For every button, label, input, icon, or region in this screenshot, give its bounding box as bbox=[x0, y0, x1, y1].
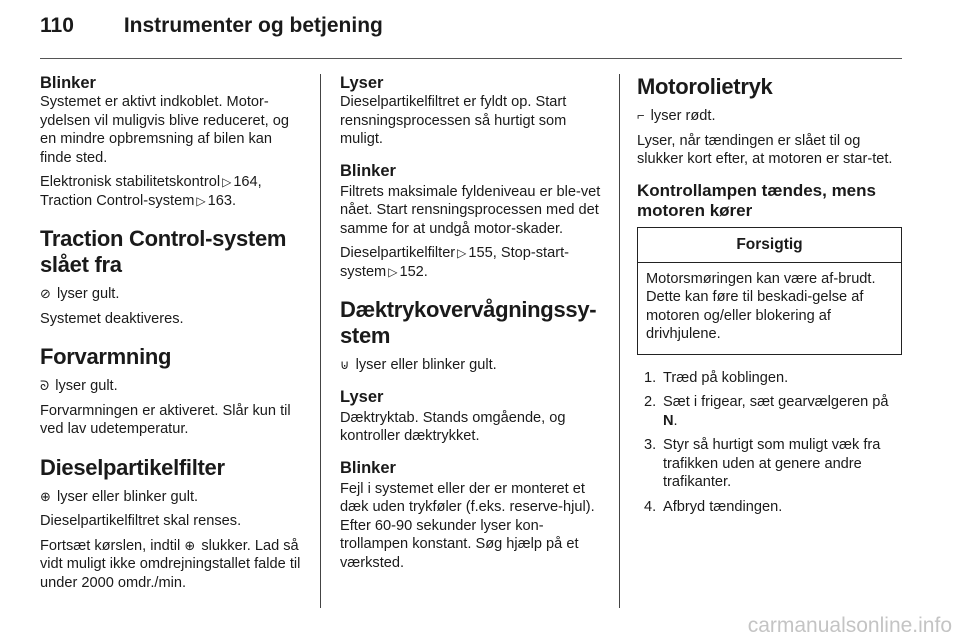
status-line bbox=[40, 377, 303, 396]
page-ref-arrow-icon: ▷ bbox=[457, 246, 467, 260]
step-list bbox=[637, 369, 902, 517]
page-number: 110 bbox=[40, 14, 74, 37]
column-middle bbox=[340, 74, 603, 578]
step-number: 2. bbox=[644, 394, 657, 410]
watermark: carmanualsonline.info bbox=[747, 614, 952, 637]
paragraph: Fejl i systemet eller der er monteret et dæk uden trykføler (f.eks. reserve-hjul). Efter 60-90 sekunder lyser kon-trollampen konstant. Søg hjælp på et værksted. bbox=[340, 480, 595, 571]
reference-text: Traction Control-system bbox=[40, 192, 195, 209]
page-ref-arrow-icon: ▷ bbox=[196, 193, 206, 208]
paragraph: Dieselpartikelfiltret er fyldt op. Start rensningsprocessen så hurtigt som muligt. bbox=[340, 94, 567, 147]
caution-text: Motorsmøringen kan være af-brudt. Dette kan føre til beskadi-gelse af motoren og/eller blokering af drivhjulene. bbox=[646, 270, 876, 342]
text-part: slukker. Lad så vidt muligt ikke omdrejningstallet falde til under 2000 omdr./min. bbox=[40, 537, 301, 591]
reference-page: 155, Stop-start-system bbox=[340, 245, 569, 280]
step-text: Styr så hurtigt som muligt væk fra trafikken uden at genere andre trafikanter. bbox=[663, 437, 881, 490]
list-item bbox=[637, 369, 902, 388]
section-heading: Blinker bbox=[340, 458, 396, 477]
status-text: lyser eller blinker gult. bbox=[56, 488, 199, 505]
page-ref-arrow-icon: ▷ bbox=[388, 264, 398, 279]
column-divider bbox=[619, 74, 620, 608]
step-number: 4. bbox=[644, 498, 657, 515]
reference-page: 163. bbox=[207, 192, 236, 209]
section-title: Dieselpartikelfilter bbox=[40, 454, 225, 480]
section-title: Motorolietryk bbox=[637, 74, 773, 99]
step-number: 1. bbox=[644, 369, 657, 386]
oil-can-icon: ⌐ bbox=[637, 108, 645, 123]
paragraph bbox=[40, 537, 303, 593]
column-right bbox=[637, 74, 902, 522]
traction-off-icon: ⊘ bbox=[40, 286, 51, 301]
paragraph: Dieselpartikelfiltret skal renses. bbox=[40, 513, 242, 529]
section-title: Forvarmning bbox=[40, 344, 172, 369]
list-item bbox=[637, 393, 902, 430]
paragraph: Systemet er aktivt indkoblet. Motor-ydelsen vil muligvis blive reduceret, og en mindre opbremsning af bilen kan finde sted. bbox=[40, 94, 290, 166]
gear-label: N bbox=[663, 412, 674, 429]
section-heading: Lyser bbox=[340, 74, 384, 92]
column-divider bbox=[320, 74, 321, 608]
reference-text: Dieselpartikelfilter bbox=[340, 245, 456, 261]
paragraph: Systemet deaktiveres. bbox=[40, 310, 184, 327]
list-item bbox=[637, 436, 902, 492]
paragraph: Filtrets maksimale fyldeniveau er ble-vet nået. Start rensningsprocessen med det samme for at undgå motor-skader. bbox=[340, 183, 601, 237]
text-part: Fortsæt kørslen, indtil bbox=[40, 537, 181, 554]
step-text: Afbryd tændingen. bbox=[663, 498, 783, 515]
paragraph: Dæktryktab. Stands omgående, og kontroller dæktrykket. bbox=[340, 409, 566, 444]
column-left bbox=[40, 74, 303, 598]
cross-reference bbox=[340, 244, 603, 281]
header-divider bbox=[40, 58, 902, 59]
step-text: . bbox=[673, 412, 678, 429]
list-item bbox=[637, 498, 902, 517]
step-text: Træd på koblingen. bbox=[663, 369, 789, 386]
status-line bbox=[40, 285, 303, 304]
particle-filter-icon: ⊕ bbox=[40, 488, 51, 504]
section-title: Traction Control-system slået fra bbox=[40, 226, 287, 277]
status-line bbox=[340, 356, 603, 375]
paragraph: Forvarmningen er aktiveret. Slår kun til ved lav udetemperatur. bbox=[40, 402, 291, 437]
cross-reference bbox=[40, 173, 303, 210]
step-number: 3. bbox=[644, 437, 657, 453]
caution-box bbox=[637, 227, 902, 355]
status-line bbox=[40, 488, 303, 507]
tire-pressure-icon: ⊍ bbox=[340, 357, 350, 372]
page-ref-arrow-icon: ▷ bbox=[222, 175, 232, 189]
section-heading: Kontrollampen tændes, mens motoren kører bbox=[637, 180, 876, 220]
section-heading: Blinker bbox=[40, 74, 96, 92]
caution-title: Forsigtig bbox=[638, 228, 901, 263]
particle-filter-icon: ⊕ bbox=[184, 537, 196, 553]
reference-text: Elektronisk stabilitetskontrol bbox=[40, 174, 221, 190]
section-heading: Lyser bbox=[340, 387, 384, 406]
section-heading: Blinker bbox=[340, 161, 396, 180]
reference-page: 164, bbox=[233, 174, 262, 190]
reference-page: 152. bbox=[399, 263, 428, 280]
status-text: lyser eller blinker gult. bbox=[355, 357, 497, 373]
page-header bbox=[40, 14, 383, 38]
paragraph: Lyser, når tændingen er slået til og slukker kort efter, at motoren er star-tet. bbox=[637, 132, 893, 167]
status-line bbox=[637, 107, 902, 126]
step-text: Sæt i frigear, sæt gearvælgeren på bbox=[663, 394, 889, 410]
page-title: Instrumenter og betjening bbox=[123, 14, 383, 37]
status-text: lyser gult. bbox=[56, 286, 120, 302]
section-title: Dæktrykovervågningssy-stem bbox=[340, 297, 597, 348]
status-text: lyser gult. bbox=[55, 378, 118, 394]
glow-plug-icon: ᘐ bbox=[40, 378, 50, 393]
status-text: lyser rødt. bbox=[650, 108, 716, 124]
